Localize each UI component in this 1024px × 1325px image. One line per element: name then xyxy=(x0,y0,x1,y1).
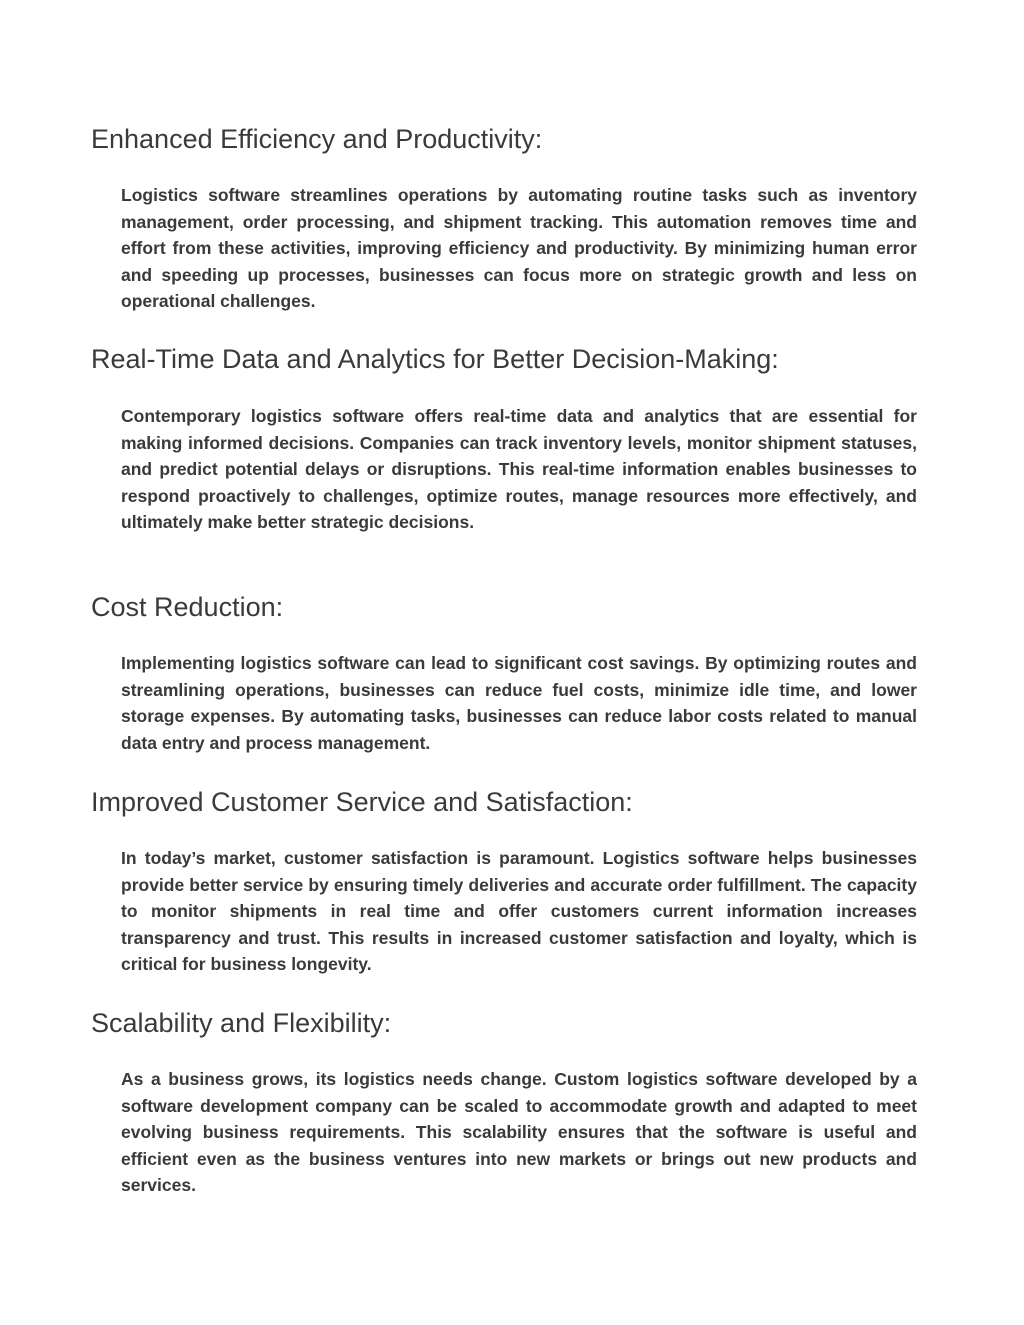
section-body-efficiency: Logistics software streamlines operations by automating routine tasks such as inventory management, order processing, and shipment tracking. This automation removes time and effort from these activities, improving efficiency and productivity. By minimizing human error and speeding up processes, businesses can focus more on strategic growth and less on operational challenges. xyxy=(121,185,917,312)
section-heading-customer-service: Improved Customer Service and Satisfaction: xyxy=(91,787,633,817)
section-heading-real-time-data: Real-Time Data and Analytics for Better Decision-Making: xyxy=(91,344,779,374)
section-heading-cost-reduction: Cost Reduction: xyxy=(91,592,284,622)
section-body-real-time-data: Contemporary logistics software offers real-time data and analytics that are essential for making informed decisions. Companies can track inventory levels, monitor shipment statuses, and predict potential delays or disruptions. This real-time information enables businesses to respond proactively to challenges, optimize routes, manage resources more effectively, and ultimately make better strategic decisions. xyxy=(121,406,917,533)
section-body-customer-service: In today’s market, customer satisfaction is paramount. Logistics software helps businesses provide better service by ensuring timely deliveries and accurate order fulfillment. The capacity to monitor shipments in real time and offer customers current information increases transparency and trust. This results in increased customer satisfaction and loyalty, which is critical for business longevity. xyxy=(121,848,917,975)
section-body-cost-reduction: Implementing logistics software can lead to significant cost savings. By optimizing routes and streamlining operations, businesses can reduce fuel costs, minimize idle time, and lower storage expenses. By automating tasks, businesses can reduce labor costs related to manual data entry and process management. xyxy=(121,653,917,753)
section-body-scalability: As a business grows, its logistics needs change. Custom logistics software developed by a software development company can be scaled to accommodate growth and adapted to meet evolving business requirements. This scalability ensures that the software is useful and efficient even as the business ventures into new markets or brings out new products and services. xyxy=(121,1069,917,1196)
section-heading-scalability: Scalability and Flexibility: xyxy=(91,1008,392,1038)
section-heading-efficiency: Enhanced Efficiency and Productivity: xyxy=(91,124,543,154)
